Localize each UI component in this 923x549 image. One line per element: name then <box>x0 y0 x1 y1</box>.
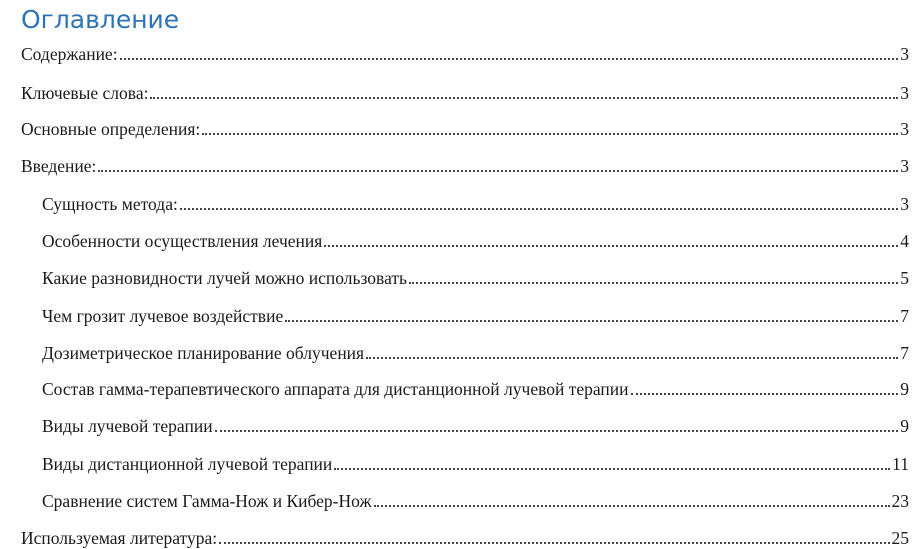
toc-leader <box>409 282 898 284</box>
toc-entry-label: Ключевые слова: <box>21 83 149 103</box>
toc-leader <box>374 505 890 507</box>
toc-page-number: 3 <box>900 83 909 103</box>
toc-leader <box>98 170 898 172</box>
toc-entry-therapy-types[interactable] <box>42 414 909 436</box>
toc-entry-introduction[interactable] <box>21 154 909 176</box>
toc-page-number: 3 <box>900 194 909 214</box>
toc-entry-keywords[interactable] <box>21 81 909 103</box>
toc-entry-gamma-apparatus[interactable] <box>42 377 909 399</box>
toc-entry-label: Введение: <box>21 156 97 176</box>
toc-page-number: 5 <box>900 268 909 288</box>
toc-leader <box>150 97 898 99</box>
toc-entry-contents[interactable] <box>21 42 909 64</box>
toc-page-number: 7 <box>900 343 909 363</box>
toc-page-number: 9 <box>900 379 909 399</box>
toc-entry-label: Основные определения: <box>21 119 201 139</box>
toc-entry-label: Какие разновидности лучей можно использовать <box>42 268 408 288</box>
toc-entry-method-essence[interactable] <box>42 192 909 214</box>
toc-entry-label: Чем грозит лучевое воздействие <box>42 306 284 326</box>
toc-entry-label: Особенности осуществления лечения <box>42 231 323 251</box>
toc-entry-dosimetric-planning[interactable] <box>42 341 909 363</box>
toc-page-number: 23 <box>891 491 909 511</box>
toc-page-number: 3 <box>900 44 909 64</box>
toc-leader <box>631 393 899 395</box>
toc-entry-systems-comparison[interactable] <box>42 489 909 511</box>
toc-page-number: 3 <box>900 156 909 176</box>
toc-entry-label: Виды лучевой терапии <box>42 416 213 436</box>
toc-entry-label: Состав гамма-терапевтического аппарата для дистанционной лучевой терапии <box>42 379 629 399</box>
toc-entry-ray-types[interactable] <box>42 266 909 288</box>
toc-entry-label: Сравнение систем Гамма-Нож и Кибер-Нож <box>42 491 372 511</box>
toc-page-number: 3 <box>900 119 909 139</box>
toc-leader <box>334 468 890 470</box>
toc-leader <box>215 430 899 432</box>
toc-page-number: 7 <box>900 306 909 326</box>
toc-leader <box>219 542 889 544</box>
toc-entry-radiation-risks[interactable] <box>42 304 909 326</box>
toc-leader <box>324 245 898 247</box>
toc-entry-remote-therapy-types[interactable] <box>42 452 909 474</box>
toc-entry-definitions[interactable] <box>21 117 909 139</box>
toc-leader <box>202 133 898 135</box>
toc-entry-label: Используемая литература: <box>21 528 218 548</box>
toc-page-number: 11 <box>892 454 909 474</box>
toc-entry-label: Дозиметрическое планирование облучения <box>42 343 365 363</box>
toc-title: Оглавление <box>21 5 180 34</box>
toc-entry-label: Сущность метода: <box>42 194 178 214</box>
toc-page-number: 25 <box>891 528 909 548</box>
toc-leader <box>180 208 898 210</box>
toc-page-number: 4 <box>900 231 909 251</box>
toc-entry-references[interactable] <box>21 526 909 548</box>
toc-page-number: 9 <box>900 416 909 436</box>
toc-leader <box>120 58 899 60</box>
toc-entry-label: Виды дистанционной лучевой терапии <box>42 454 333 474</box>
toc-entry-treatment-features[interactable] <box>42 229 909 251</box>
toc-leader <box>366 357 898 359</box>
toc-leader <box>285 320 898 322</box>
toc-entry-label: Содержание: <box>21 44 118 64</box>
